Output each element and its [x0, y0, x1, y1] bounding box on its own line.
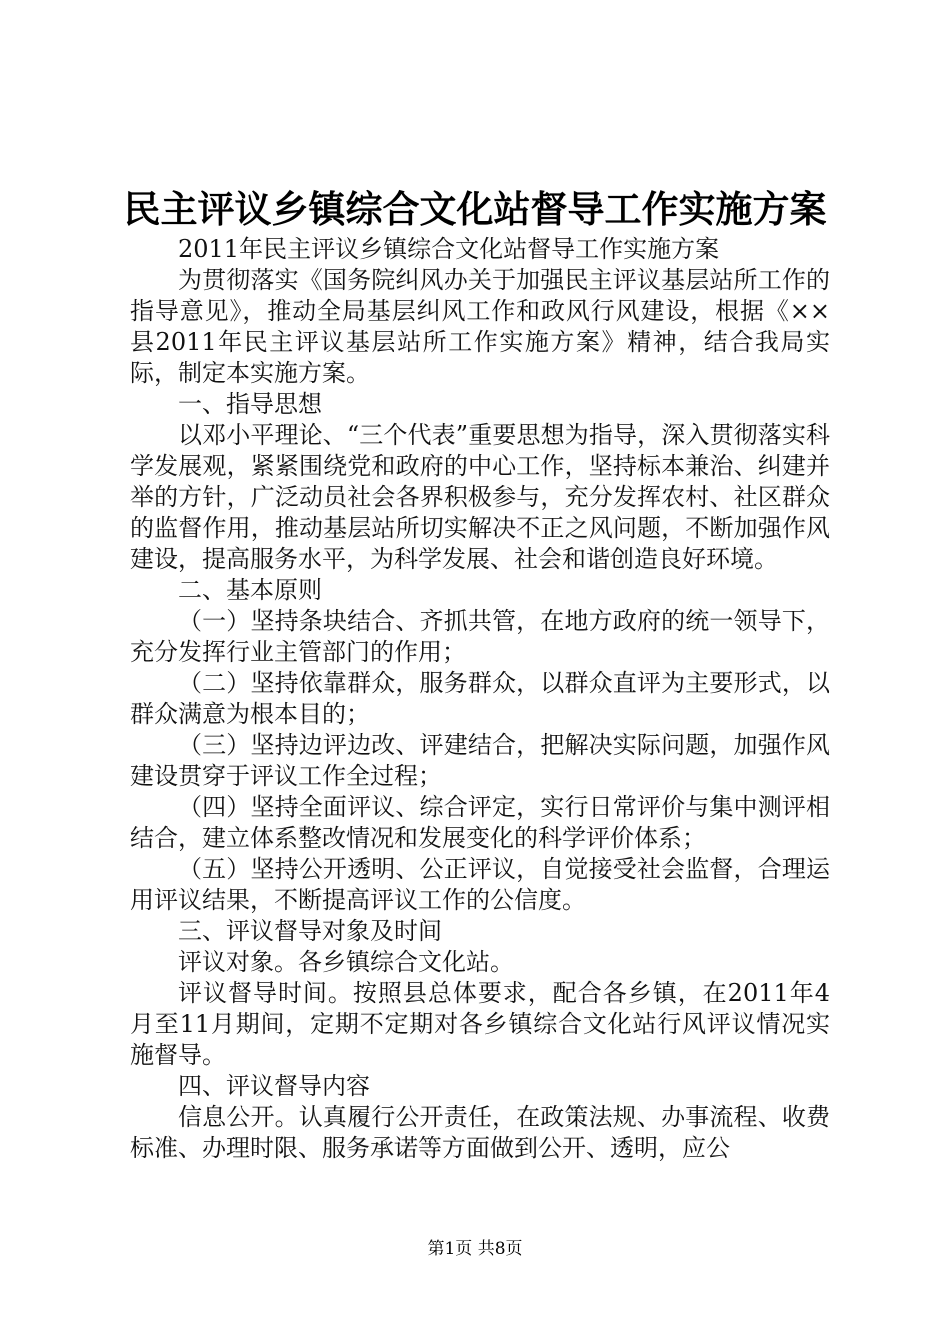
principle-item: （二）坚持依靠群众，服务群众，以群众直评为主要形式，以群众满意为根本目的；: [130, 669, 830, 728]
body-paragraph: 信息公开。认真履行公开责任，在政策法规、办事流程、收费标准、办理时限、服务承诺等方面做到公开、透明，应公: [130, 1103, 830, 1162]
principle-item: （三）坚持边评边改、评建结合，把解决实际问题，加强作风建设贯穿于评议工作全过程；: [130, 731, 830, 790]
body-paragraph: 评议对象。各乡镇综合文化站。: [178, 948, 514, 976]
subtitle-paragraph: 2011年民主评议乡镇综合文化站督导工作实施方案: [178, 235, 720, 263]
section-heading: 四、评议督导内容: [178, 1072, 370, 1100]
document-title: 民主评议乡镇综合文化站督导工作实施方案: [123, 187, 827, 231]
principle-item: （四）坚持全面评议、综合评定，实行日常评价与集中测评相结合，建立体系整改情况和发展变化的科学评价体系；: [130, 793, 830, 852]
section-heading: 三、评议督导对象及时间: [178, 917, 442, 945]
intro-paragraph: 为贯彻落实《国务院纠风办关于加强民主评议基层站所工作的指导意见》，推动全局基层纠风工作和政风行风建设，根据《××县2011年民主评议基层站所工作实施方案》精神，结合我局实际，制定本实施方案。: [130, 266, 830, 387]
document-body: [130, 234, 830, 1164]
principle-item: （一）坚持条块结合、齐抓共管，在地方政府的统一领导下，充分发挥行业主管部门的作用；: [130, 607, 830, 666]
section-heading: 一、指导思想: [178, 390, 322, 418]
page-footer: 第1页 共8页: [427, 1239, 523, 1259]
principle-item: （五）坚持公开透明、公正评议，自觉接受社会监督，合理运用评议结果，不断提高评议工作的公信度。: [130, 855, 830, 914]
body-paragraph: 以邓小平理论、“三个代表”重要思想为指导，深入贯彻落实科学发展观，紧紧围绕党和政府的中心工作，坚持标本兼治、纠建并举的方针，广泛动员社会各界积极参与，充分发挥农村、社区群众的监督作用，推动基层站所切实解决不正之风问题，不断加强作风建设，提高服务水平，为科学发展、社会和谐创造良好环境。: [130, 421, 830, 573]
section-heading: 二、基本原则: [178, 576, 322, 604]
body-paragraph: 评议督导时间。按照县总体要求，配合各乡镇，在2011年4月至11月期间，定期不定期对各乡镇综合文化站行风评议情况实施督导。: [130, 979, 830, 1069]
